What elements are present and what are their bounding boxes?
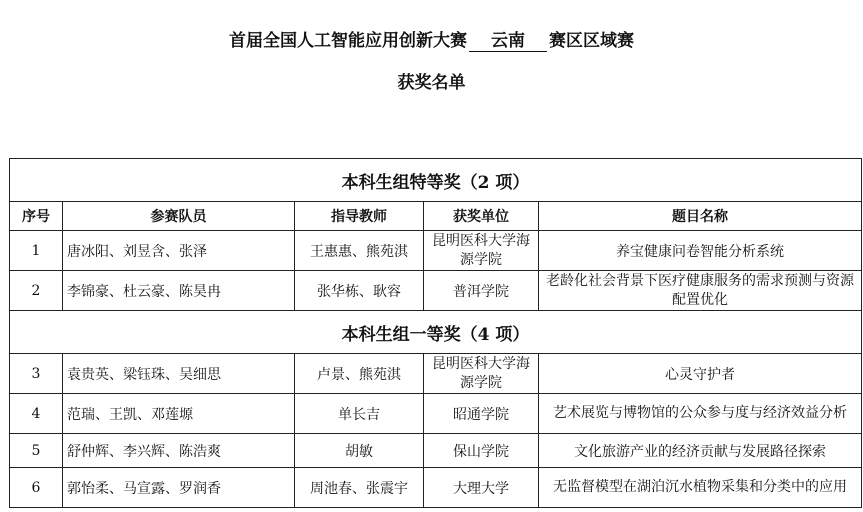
table-row: [10, 468, 862, 508]
cell-members: 袁贵英、梁钰珠、吴细思: [63, 354, 295, 394]
title-suffix: 赛区区域赛: [549, 31, 634, 51]
cell-advisors: 王惠惠、熊苑淇: [295, 231, 424, 271]
cell-topic: 文化旅游产业的经济贡献与发展路径探索: [539, 434, 862, 468]
col-header-unit: 获奖单位: [424, 202, 539, 231]
section-heading-row: [10, 159, 862, 202]
cell-topic: 艺术展览与博物馆的公众参与度与经济效益分析: [539, 394, 862, 434]
cell-no: 5: [10, 434, 63, 468]
table-row: [10, 434, 862, 468]
cell-no: 3: [10, 354, 63, 394]
cell-unit: 普洱学院: [424, 271, 539, 311]
page-title: [0, 26, 863, 52]
page-subtitle: 获奖名单: [397, 73, 466, 93]
cell-members: 唐冰阳、刘昱含、张泽: [63, 231, 295, 271]
cell-unit: 昆明医科大学海源学院: [424, 231, 539, 271]
cell-topic: 老龄化社会背景下医疗健康服务的需求预测与资源配置优化: [539, 271, 862, 311]
section-heading: 本科生组一等奖（4 项）: [10, 311, 862, 354]
cell-members: 舒仲辉、李兴辉、陈浩爽: [63, 434, 295, 468]
cell-advisors: 周池春、张震宇: [295, 468, 424, 508]
table-row: [10, 231, 862, 271]
cell-members: 范瑞、王凯、邓莲塬: [63, 394, 295, 434]
cell-advisors: 胡敏: [295, 434, 424, 468]
award-table: [9, 158, 862, 508]
cell-advisors: 卢景、熊苑淇: [295, 354, 424, 394]
cell-unit: 大理大学: [424, 468, 539, 508]
col-header-topic: 题目名称: [539, 202, 862, 231]
cell-topic: 养宝健康问卷智能分析系统: [539, 231, 862, 271]
cell-members: 郭怡柔、马宣露、罗润香: [63, 468, 295, 508]
cell-topic: 无监督模型在湖泊沉水植物采集和分类中的应用: [539, 468, 862, 508]
cell-unit: 昭通学院: [424, 394, 539, 434]
cell-no: 6: [10, 468, 63, 508]
cell-unit: 昆明医科大学海源学院: [424, 354, 539, 394]
cell-members: 李锦豪、杜云豪、陈昊冉: [63, 271, 295, 311]
title-region: 云南: [469, 26, 547, 52]
table-row: [10, 394, 862, 434]
col-header-no: 序号: [10, 202, 63, 231]
cell-advisors: 张华栋、耿容: [295, 271, 424, 311]
title-prefix: 首届全国人工智能应用创新大赛: [229, 31, 467, 51]
col-header-members: 参赛队员: [63, 202, 295, 231]
cell-no: 4: [10, 394, 63, 434]
cell-unit: 保山学院: [424, 434, 539, 468]
col-header-advisors: 指导教师: [295, 202, 424, 231]
cell-advisors: 单长吉: [295, 394, 424, 434]
section-heading-row: [10, 311, 862, 354]
table-row: [10, 271, 862, 311]
cell-topic: 心灵守护者: [539, 354, 862, 394]
table-row: [10, 354, 862, 394]
section-heading: 本科生组特等奖（2 项）: [10, 159, 862, 202]
cell-no: 2: [10, 271, 63, 311]
cell-no: 1: [10, 231, 63, 271]
column-header-row: [10, 202, 862, 231]
